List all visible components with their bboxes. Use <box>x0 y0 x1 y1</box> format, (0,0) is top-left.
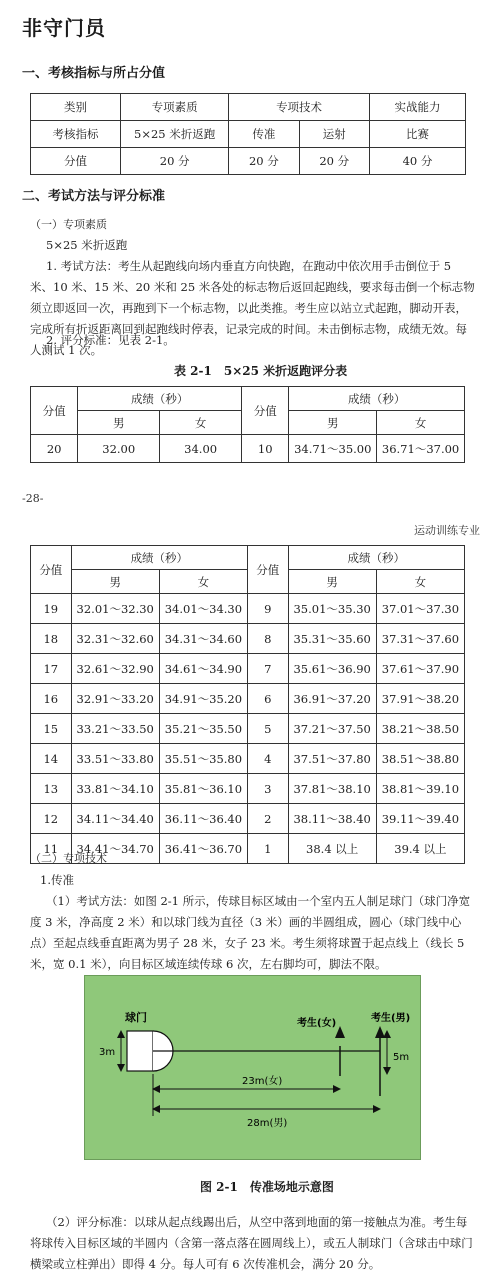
cell: 1 <box>248 834 289 864</box>
cell: 5×25 米折返跑 <box>121 121 229 148</box>
start-line-label: 5m <box>393 1052 410 1063</box>
cell: 考核指标 <box>31 121 121 148</box>
cell: 12 <box>31 804 72 834</box>
cell: 34.00 <box>160 435 242 463</box>
score-table-part2 <box>30 545 465 864</box>
cell: 32.00 <box>78 435 160 463</box>
assessment-table <box>30 93 466 175</box>
cell: 37.81～38.10 <box>288 774 376 804</box>
cell: 15 <box>31 714 72 744</box>
table-caption: 表 2-1 5×25 米折返跑评分表 <box>174 364 348 378</box>
cell: 36.91～37.20 <box>288 684 376 714</box>
cell: 19 <box>31 594 72 624</box>
th-score: 分值 <box>248 546 289 594</box>
cell: 34.11～34.40 <box>71 804 159 834</box>
th-female: 女 <box>159 570 247 594</box>
cell: 2 <box>248 804 289 834</box>
cell: 32.01～32.30 <box>71 594 159 624</box>
subheading-technique: （二）专项技术 <box>30 852 107 865</box>
cell: 37.61～37.90 <box>376 654 464 684</box>
cell: 38.11～38.40 <box>288 804 376 834</box>
field-svg <box>85 976 420 1159</box>
table-row <box>31 624 465 654</box>
cell: 4 <box>248 744 289 774</box>
cell: 37.91～38.20 <box>376 684 464 714</box>
cell: 33.51～33.80 <box>71 744 159 774</box>
subheading-quality: （一）专项素质 <box>30 218 107 231</box>
cell: 比赛 <box>369 121 465 148</box>
cell: 35.81～36.10 <box>159 774 247 804</box>
cell: 17 <box>31 654 72 684</box>
cell: 32.31～32.60 <box>71 624 159 654</box>
header-category: 类别 <box>31 94 121 121</box>
pass-field-diagram <box>84 975 421 1160</box>
table-row <box>31 714 465 744</box>
th-score: 分值 <box>31 387 78 435</box>
th-male: 男 <box>289 411 377 435</box>
cell: 14 <box>31 744 72 774</box>
cell: 34.01～34.30 <box>159 594 247 624</box>
cell: 3 <box>248 774 289 804</box>
th-result: 成绩（秒） <box>289 387 465 411</box>
male-label: 考生(男) <box>371 1013 411 1024</box>
cell: 运射 <box>299 121 369 148</box>
th-result: 成绩（秒） <box>288 546 464 570</box>
cell: 32.61～32.90 <box>71 654 159 684</box>
cell: 34.61～34.90 <box>159 654 247 684</box>
page-number: -28- <box>22 492 44 505</box>
cell: 38.4 以上 <box>288 834 376 864</box>
section-heading-1: 一、考核指标与所占分值 <box>22 66 166 81</box>
header-combat: 实战能力 <box>369 94 465 121</box>
cell: 20 分 <box>229 148 299 175</box>
th-male: 男 <box>288 570 376 594</box>
th-female: 女 <box>160 411 242 435</box>
th-score: 分值 <box>242 387 289 435</box>
section-heading-2: 二、考试方法与评分标准 <box>22 189 166 204</box>
cell: 36.11～36.40 <box>159 804 247 834</box>
cell: 38.21～38.50 <box>376 714 464 744</box>
cell: 34.41～34.70 <box>71 834 159 864</box>
cell: 35.51～35.80 <box>159 744 247 774</box>
cell: 11 <box>31 834 72 864</box>
cell: 34.91～35.20 <box>159 684 247 714</box>
score-table-part1 <box>30 386 465 463</box>
th-female: 女 <box>377 411 465 435</box>
pass-method-text: （1）考试方法：如图 2-1 所示，传球目标区域由一个室内五人制足球门（球门净宽度 3 米，净高度 2 米）和以球门线为直径（3 米）画的半圆组成，圆心（球门线中心点）至起点线垂直距离为男子 28 米，女子 23 米。考生须将球置于起点线上（线长 5 米，宽 0.1 米），向目标区域连续传球 6 次，左右脚均可，脚法不限。 <box>30 894 471 971</box>
th-result: 成绩（秒） <box>71 546 247 570</box>
cell: 36.41～36.70 <box>159 834 247 864</box>
male-marker <box>375 1026 385 1038</box>
cell: 35.01～35.30 <box>288 594 376 624</box>
cell: 32.91～33.20 <box>71 684 159 714</box>
cell: 35.61～36.90 <box>288 654 376 684</box>
cell: 9 <box>248 594 289 624</box>
cell: 37.01～37.30 <box>376 594 464 624</box>
cell: 39.4 以上 <box>376 834 464 864</box>
cell: 5 <box>248 714 289 744</box>
page-header: 运动训练专业 <box>414 524 480 537</box>
cell: 40 分 <box>369 148 465 175</box>
cell: 36.71～37.00 <box>377 435 465 463</box>
cell: 35.31～35.60 <box>288 624 376 654</box>
female-marker <box>335 1026 345 1038</box>
item-title: 1.传准 <box>40 873 74 887</box>
table-row <box>31 594 465 624</box>
table-row <box>31 774 465 804</box>
th-result: 成绩（秒） <box>78 387 242 411</box>
cell: 6 <box>248 684 289 714</box>
female-distance-label: 23m(女) <box>242 1076 283 1087</box>
cell: 13 <box>31 774 72 804</box>
cell: 38.81～39.10 <box>376 774 464 804</box>
cell: 分值 <box>31 148 121 175</box>
cell: 38.51～38.80 <box>376 744 464 774</box>
pass-score-text: （2）评分标准：以球从起点线踢出后，从空中落到地面的第一接触点为准。考生每将球传入目标区域的半圆内（含第一落点落在圆周线上），或五人制球门（含球击中球门横梁或立柱弹出）即得 4 分。每人可有 6 次传准机会，满分 20 分。 <box>30 1215 473 1271</box>
th-score: 分值 <box>31 546 72 594</box>
table-row <box>31 804 465 834</box>
table-row <box>31 684 465 714</box>
figure-caption: 图 2-1 传准场地示意图 <box>200 1180 334 1194</box>
table-row <box>31 744 465 774</box>
cell: 20 分 <box>299 148 369 175</box>
table-row <box>31 435 465 463</box>
cell: 37.21～37.50 <box>288 714 376 744</box>
cell: 20 <box>31 435 78 463</box>
cell: 33.81～34.10 <box>71 774 159 804</box>
page-title: 非守门员 <box>22 16 106 40</box>
cell: 34.31～34.60 <box>159 624 247 654</box>
cell: 18 <box>31 624 72 654</box>
cell: 33.21～33.50 <box>71 714 159 744</box>
cell: 35.21～35.50 <box>159 714 247 744</box>
table-row <box>31 654 465 684</box>
score-standard-text: 2. 评分标准：见表 2-1。 <box>46 333 175 347</box>
cell: 8 <box>248 624 289 654</box>
cell: 7 <box>248 654 289 684</box>
cell: 37.31～37.60 <box>376 624 464 654</box>
cell: 10 <box>242 435 289 463</box>
th-male: 男 <box>78 411 160 435</box>
male-distance-label: 28m(男) <box>247 1118 288 1129</box>
score-rows <box>31 594 465 864</box>
cell: 16 <box>31 684 72 714</box>
cell: 37.51～37.80 <box>288 744 376 774</box>
header-quality: 专项素质 <box>121 94 229 121</box>
th-male: 男 <box>71 570 159 594</box>
cell: 34.71～35.00 <box>289 435 377 463</box>
method-text: 1. 考试方法：考生从起跑线向场内垂直方向快跑，在跑动中依次用手击倒位于 5 米、10 米、15 米、20 米和 25 米各处的标志物后返回起跑线，要求每击倒一个标志物须立即返回一次，再跑到下一个标志物，以此类推。考生应以站立式起跑，脚动开表，完成所有折返距离回到起跑线时停表，记录完成的时间。未击倒标志物，成绩无效。每人测试 1 次。 <box>30 259 475 357</box>
th-female: 女 <box>376 570 464 594</box>
cell: 20 分 <box>121 148 229 175</box>
goal-width-label: 3m <box>99 1047 116 1058</box>
cell: 传准 <box>229 121 299 148</box>
goal-box <box>127 1031 153 1071</box>
female-label: 考生(女) <box>297 1018 337 1029</box>
item-title: 5×25 米折返跑 <box>46 238 128 252</box>
goal-label: 球门 <box>125 1011 147 1024</box>
cell: 39.11～39.40 <box>376 804 464 834</box>
header-technique: 专项技术 <box>229 94 370 121</box>
